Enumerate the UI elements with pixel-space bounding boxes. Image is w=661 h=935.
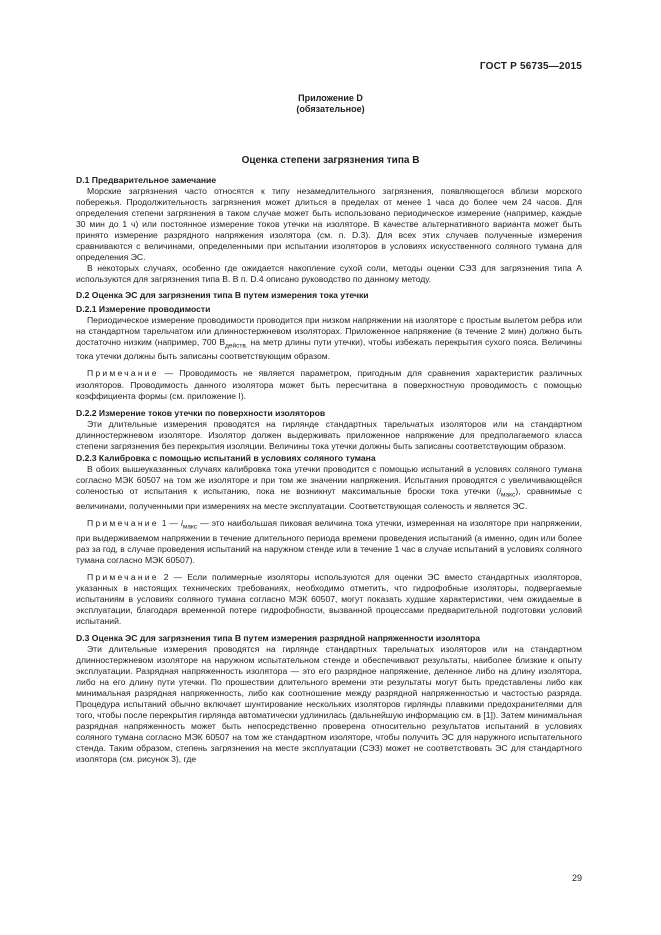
- document-body: [76, 170, 582, 765]
- document-title: Оценка степени загрязнения типа В: [241, 155, 420, 166]
- section-heading-d2: D.2 Оценка ЭС для загрязнения типа В путем измерения тока утечки: [76, 290, 369, 301]
- appendix-header: [0, 93, 661, 115]
- section-heading-d1: D.1 Предварительное замечание: [76, 175, 217, 185]
- note-1: Примечание 1 — $i_{макс}$ — это наибольшая пиковая величина тока утечки, измеренная на изоляторе при напряжении, при выдерживаемом напряжении в течение длительного периода времени проведения испытаний (а именно, один или более раз за год, в случае проведения испытаний на наружном стенде или в течение 1 час в случае испытаний в условиях соляного тумана согласно МЭК 60507).: [76, 517, 582, 565]
- page-number: 29: [571, 873, 582, 883]
- section-heading-d2-3: D.2.3 Калибровка с помощью испытаний в условиях соляного тумана: [76, 452, 376, 463]
- paragraph: В некоторых случаях, особенно где ожидается накопление сухой соли, методы оценки СЭЗ для загрязнения типа А используются для загрязнения типа В. В п. D.4 описано руководство по данному методу.: [76, 263, 582, 285]
- paragraph: В обоих вышеуказанных случаях калибровка тока утечки проводится с помощью испытаний в условиях соляного тумана согласно МЭК 60507 на том же изоляторе и при том же значении напряжения. Испытания проводятся с увеличивающейся соленостью от испытания к испытанию, пока не возникнут максимальные броски тока утечки $(i_{макс})$, сравнимые с величинами, полученными при измерениях на месте эксплуатации. Соответствующая соленость и является ЭС.: [76, 463, 583, 511]
- paragraph: Периодическое измерение проводимости проводится при низком напряжении на изоляторе с простым вылетом ребра или на стандартном тарельчатом или длинностержневом изоляторах. Приложенное напряжение (в течение 2 мин) должно быть достаточно низким (например, 700 $В_{действ.}$ на метр длины пути утечки), чтобы избежать перекрытия сухого пояса. Величины тока утечки должны быть записаны соответствующим образом.: [76, 314, 582, 362]
- section-heading-d2-1: D.2.1 Измерение проводимости: [76, 303, 211, 314]
- appendix-title: Приложение D: [298, 93, 363, 103]
- paragraph: Морские загрязнения часто относятся к типу незамедлительного загрязнения, появляющегося вблизи морского побережья. Продолжительность загрязнения может длиться в пределах от менее 1 часа до более чем 24 часов. Для определения степени загрязнения в таком случае может быть использовано периодическое измерение (например, каждые 30 мин до 1 ч) или постоянное измерение токов утечки на изоляторе. В качестве альтернативного варианта может быть принято измерение разрядного напряжения изолятора (см. п. D.3). Для всех этих случаев полученные измерения сравниваются с величинами, определенными при испытании изоляторов в условиях искусственного соляного тумана для определения ЭС.: [76, 186, 582, 263]
- appendix-status: (обязательное): [296, 104, 365, 114]
- note: Примечание — Проводимость не является параметром, пригодным для сравнения характеристик различных изоляторов. Проводимость данного изолятора может быть пересчитана в поверхностную проводимость с помощью коэффициента формы (см. приложение I).: [76, 368, 582, 401]
- paragraph: Эти длительные измерения проводятся на гирлянде стандартных тарельчатых изоляторов или на стандартном длинностержневом изоляторе на наружном испытательном стенде и обеспечивают результаты, наиболее близкие к опыту эксплуатации. Разрядная напряженность изолятора — это его разрядное напряжение, деленное либо на длину изолятора, либо на его длину пути утечки. По прошествии длительного времени эти результаты могут быть представлены либо как минимальная разрядная напряженность, либо как соотношение между разрядной напряженностью и частостью разряда. Процедура испытаний обычно включает шунтирование нескольких изоляторов гирлянды плавкими предохранителями для того, чтобы после перекрытия гирлянда автоматически удлинилась (дальнейшую информацию см. в [1]). Затем минимальная разрядная напряженность может быть непосредственно проверена относительно результатов испытаний в условиях соляного тумана согласно МЭК 60507 на том же стандартном изоляторе, чтобы получить ЭС для наружного испытательного стенда. Таким образом, степень загрязнения на месте эксплуатации (СЭЗ) может не соответствовать ЭС для стандартного изолятора (см. рисунок 3), где: [76, 643, 582, 765]
- section-heading-d3: D.3 Оценка ЭС для загрязнения типа В путем измерения разрядной напряженности изолятора: [76, 632, 481, 643]
- section-heading-d2-2: D.2.2 Измерение токов утечки по поверхности изоляторов: [76, 407, 326, 418]
- note-2: Примечание 2 — Если полимерные изоляторы используются для оценки ЭС вместо стандартных изоляторов, указанных в настоящих технических требованиях, необходимо отметить, что гидрофобные изоляторы, подвергаемые испытаниям в условиях соляного тумана согласно МЭК 60507, могут показать худшие характеристики, чем ожидаемые в эксплуатации, благодаря временной потере гидрофобности, вызванной процессами предварительной подготовки условий испытаний.: [76, 571, 582, 626]
- standard-number: ГОСТ Р 56735—2015: [479, 61, 582, 72]
- paragraph: Эти длительные измерения проводятся на гирлянде стандартных тарельчатых изоляторов или на стандартном длинностержневом изоляторе. Изолятор должен выдерживать приложенное напряжение для предполагаемого класса степени загрязнения без перекрытия изоляции. Величины тока утечки должны быть записаны соответствующим образом.: [76, 418, 582, 451]
